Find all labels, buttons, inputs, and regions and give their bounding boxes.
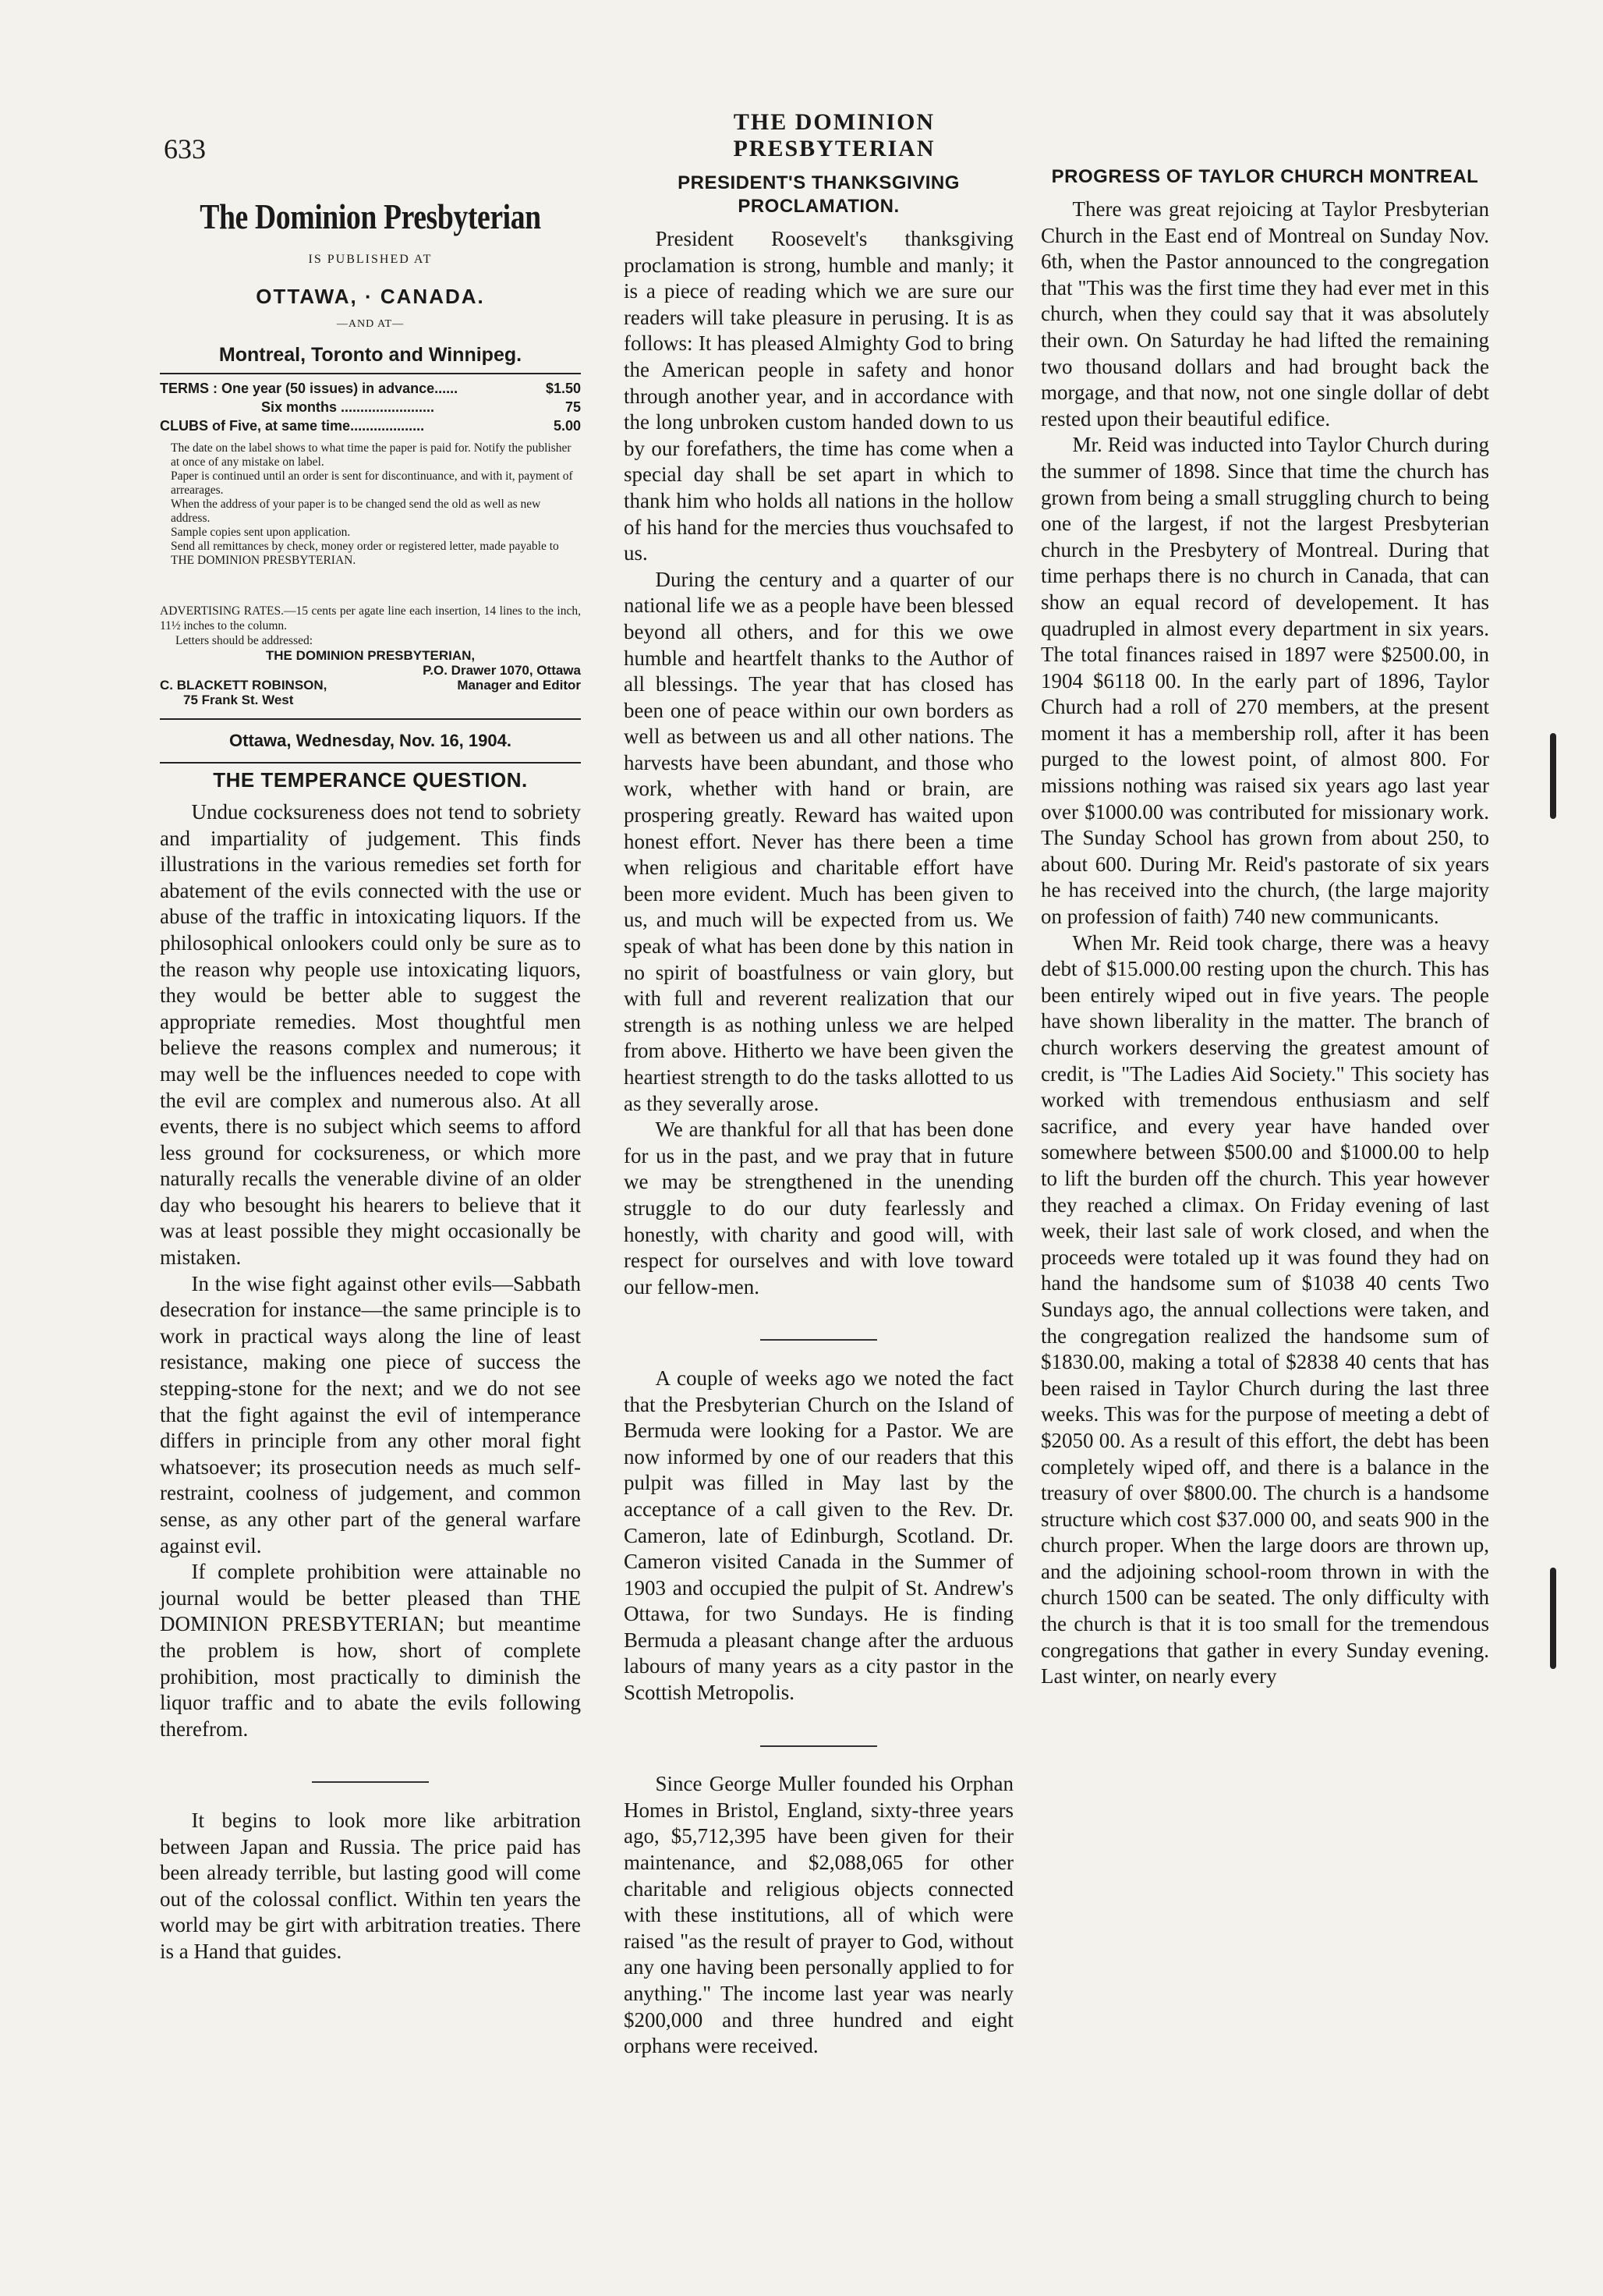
notice: The date on the label shows to what time the paper is paid for. Notify the publisher at once of any mistake on label.	[171, 441, 571, 469]
temperance-paragraph: In the wise fight against other evils—Sabbath desecration for instance—the same principle is to work in practical ways along the line of least resistance, making one piece of success the stepping-stone for the next; and we do not see that the fight against the evil of intemperance differs in principle from any other moral fight whatsoever; its prosecution needs as much self-restraint, coolness of judgement, and common sense, as any other part of the general warfare against evil.	[160, 1271, 581, 1557]
notice: Sample copies sent upon application.	[171, 526, 351, 540]
temperance-text: If complete prohibition were attainable no journal would be better pleased than	[160, 1560, 581, 1610]
thanksgiving-paragraph: We are thankful for all that has been done for us in the past, and we pray that in future we may be strengthened in the unending struggle to do our duty fearlessly and honestly, with charity and good will, with respect for ourselves and with love toward our fellow-men.	[624, 1118, 1014, 1299]
temperance-paragraph	[160, 1559, 581, 1742]
column-right	[1041, 166, 1489, 1690]
terms-row	[160, 398, 581, 416]
muller-paragraph: Since George Muller founded his Orphan Homes in Bristol, England, sixty-three years ago, $5,712,395 have been given for their maintenance, and $2,088,065 for other charitable and religious objects connected with these institutions, all of which were raised "as the result of prayer to God, without any one having been personally applied to for anything." The income last year was nearly $200,000 and three hundred and eight orphans were received.	[624, 1772, 1014, 2058]
page-edge-mark	[1550, 733, 1556, 819]
masthead-title: The Dominion Presbyterian	[200, 197, 541, 236]
thanksgiving-heading: PRESIDENT'S THANKSGIVING PROCLAMATION.	[678, 172, 960, 217]
taylor-text: The church is a handsome structure which cost $37.000 00, and seats 900 in the church proper. When the large doors are thrown up, and the adjoining school-room thrown in with the church 1500 can be seated. The only difficulty with the church is that it is too small for the tremendous congregations that gather in every Sunday evening. Last winter, on nearly every	[1041, 1481, 1489, 1688]
divider	[160, 762, 581, 764]
arbitration-paragraph: It begins to look more like arbitration between Japan and Russia. The price paid has been already terrible, but lasting good will come out of the colossal conflict. Within ten years the world may be girt with arbitration treaties. There is a Hand that guides.	[160, 1808, 581, 1963]
divider	[160, 718, 581, 720]
notice: Paper is continued until an order is sent for discontinuance, and with it, payment of arrearages.	[171, 469, 573, 498]
section-separator	[160, 1766, 581, 1792]
section-separator	[624, 1323, 1014, 1350]
manager-line	[160, 678, 581, 693]
terms-value: 5.00	[553, 418, 581, 434]
terms-label: CLUBS of Five, at same time...................	[160, 418, 425, 434]
terms-value: $1.50	[545, 381, 581, 397]
address-box: P.O. Drawer 1070, Ottawa	[423, 663, 581, 679]
temperance-paragraph: Undue cocksureness does not tend to sobriety and impartiality of judgement. This finds illustrations in the various remedies set forth for abatement of the evils connected with the use or abuse of the traffic in intoxicating liquors. If the philosophical onlookers could only be sure as to the reason why people use intoxicating liquors, they would be better able to suggest the appropriate remedies. Most thoughtful men believe the reasons complex and numerous; it may well be the influences needed to cope with the evil are complex and numerous also. At all events, there is no subject which seems to afford less ground for cocksureness, or which more naturally recalls the venerable divine of an older day who besought his hearers to believe that it was at least possible they might occasionally be mistaken.	[160, 799, 581, 1270]
column-middle	[624, 172, 1014, 2060]
taylor-paragraph	[1041, 930, 1489, 1690]
divider	[160, 373, 581, 374]
taylor-text: When Mr. Reid took charge, there was a heavy debt of $15.000.00 resting upon the church. This has been entirely wiped out in five years. The people have shown liberality in the matter. The branch of church workers deserving the greatest amount of credit, is "The Ladies Aid Society." This society has worked with tremendous enthusiasm and self sacrifice, and every year have handed over somewhere between $500.00 and $1000.00 to help to lift the burden off the church. This year however they reached a climax. On Friday evening of last week, their last sale of work closed, and when the proceeds were totaled up it was found they had on hand the handsome sum of $1038 40 cents Two Sundays ago, the annual collections were taken, and the congregation realized the handsome sum of $1830.00, making a total of $2838 40 cents that has been raised in Taylor Church during the last three weeks. This was for the purpose of meeting a debt of $2050 00. As a result of this effort, the debt has been completely wiped off, and there is a balance in the treasury of over $800.00.	[1041, 930, 1489, 1505]
terms-label: Six months ........................	[261, 399, 435, 416]
advertising-rates: ADVERTISING RATES.—15 cents per agate line each insertion, 14 lines to the inch, 11½ inches to the column.	[160, 604, 581, 633]
masthead-city: OTTAWA, · CANADA.	[256, 284, 485, 308]
address-name: THE DOMINION PRESBYTERIAN,	[265, 648, 476, 664]
notice: When the address of your paper is to be changed send the old as well as new address.	[171, 498, 541, 526]
taylor-paragraph: Mr. Reid was inducted into Taylor Church during the summer of 1898. Since that time the church has grown from being a small struggling church to being one of the largest, if not the largest Presbyterian church in the Presbytery of Montreal. During that time perhaps there is no church in Canada, that can show an equal record of developement. It has quadrupled in almost every department in six years. The total finances raised in 1897 were $2500.00, in 1904 $6118 00. In the early part of 1896, Taylor Church had a roll of 270 members, at the present moment it has a membership roll, after it has been purged to the lowest point, of almost 800. For missions nothing was raised six years ago last year over $1000.00 was contributed for missionary work. The Sunday School has grown from about 250, to about 600. During Mr. Reid's pastorate of six years he has received into the church, (the large majority on profession of faith) 740 new communicants.	[1041, 433, 1489, 929]
masthead-published-at: IS PUBLISHED AT	[308, 253, 433, 266]
publication-name: THE DOMINION PRESBYTERIAN	[160, 1586, 582, 1636]
terms-value: 75	[564, 399, 581, 416]
terms-row	[160, 416, 581, 435]
terms-row	[160, 379, 581, 398]
manager-role: Manager and Editor	[457, 678, 581, 693]
thanksgiving-paragraph: President Roosevelt's thanksgiving proclamation is strong, humble and manly; it is a piece of reading which we are sure our readers will take pleasure in perusing. It is as follows: It has pleased Almighty God to bring the American people in safety and honor through another year, and in accordance with the long unbroken custom handed down to us by our forefathers, the time has come when a special day shall be set apart in which to thank him who holds all nations in the hollow of his hand for the mercies thus vouchsafed to us.	[624, 227, 1014, 565]
masthead-and-at: —AND AT—	[336, 318, 405, 331]
running-head: THE DOMINION PRESBYTERIAN	[733, 109, 936, 161]
manager-address: 75 Frank St. West	[183, 693, 294, 708]
bermuda-paragraph: A couple of weeks ago we noted the fact that the Presbyterian Church on the Island of Bermuda were looking for a Pastor. We are now informed by one of our readers that this pulpit was filled in May last by the acceptance of a call given to the Rev. Dr. Cameron, late of Edinburgh, Scotland. Dr. Cameron visited Canada in the Summer of 1903 and occupied the pulpit of St. Andrew's Ottawa, for two Sundays. He is finding Bermuda a pleasant change after the arduous labours of many years as a city pastor in the Scottish Metropolis.	[624, 1366, 1014, 1705]
manager-name: C. BLACKETT ROBINSON,	[160, 678, 327, 693]
taylor-heading: PROGRESS OF TAYLOR CHURCH MONTREAL	[1051, 166, 1479, 187]
page-edge-mark	[1550, 1568, 1556, 1669]
temperance-text: ; but meantime the problem is how, short of complete prohibition, most practically to diminish the liquor traffic and to abate the evils following therefrom.	[160, 1612, 581, 1741]
taylor-paragraph: There was great rejoicing at Taylor Presbyterian Church in the East end of Montreal on Sunday Nov. 6th, when the Pastor announced to the congregation that "This was the first time they had ever met in this church, when they could say that it was absolutely their own. On Saturday he had lifted the remaining two thousand dollars and had brought back the morgage, and that now, not one single dollar of debt rested upon their beautiful edifice.	[1041, 197, 1489, 430]
subscription-terms	[160, 379, 581, 435]
temperance-heading: THE TEMPERANCE QUESTION.	[213, 767, 528, 792]
masthead-branches: Montreal, Toronto and Winnipeg.	[218, 343, 522, 366]
publisher-notices	[171, 441, 581, 568]
page-number: 633	[164, 133, 206, 165]
column-left	[160, 172, 581, 1965]
advertising-block	[160, 604, 581, 707]
letters-note: Letters should be addressed:	[175, 634, 313, 648]
thanksgiving-paragraph: During the century and a quarter of our national life we as a people have been blessed beyond all others, and for this we owe humble and heartfelt thanks to the Author of all blessings. The year that has closed has been one of peace within our own borders as well as between us and all other nations. The harvests have been abundant, and those who work, whether with hand or brain, are prospering greatly. Reward has waited upon honest effort. Never has there been a time when religious and charitable effort have been more evident. Much has been given to us, and much will be expected from us. We speak of what has been done by this nation in no spirit of boastfulness or vain glory, but with full and reverent realization that our strength is as nothing unless we are helped from above. Hitherto we have been given the heartiest strength to do the tasks allotted to us as they severally arose.	[624, 567, 1014, 1115]
section-separator	[624, 1730, 1014, 1756]
masthead	[160, 195, 581, 368]
dateline: Ottawa, Wednesday, Nov. 16, 1904.	[229, 731, 511, 751]
terms-label: TERMS : One year (50 issues) in advance......	[160, 381, 458, 397]
notice: Send all remittances by check, money order or registered letter, made payable to THE DOMINION PRESBYTERIAN.	[171, 540, 559, 568]
